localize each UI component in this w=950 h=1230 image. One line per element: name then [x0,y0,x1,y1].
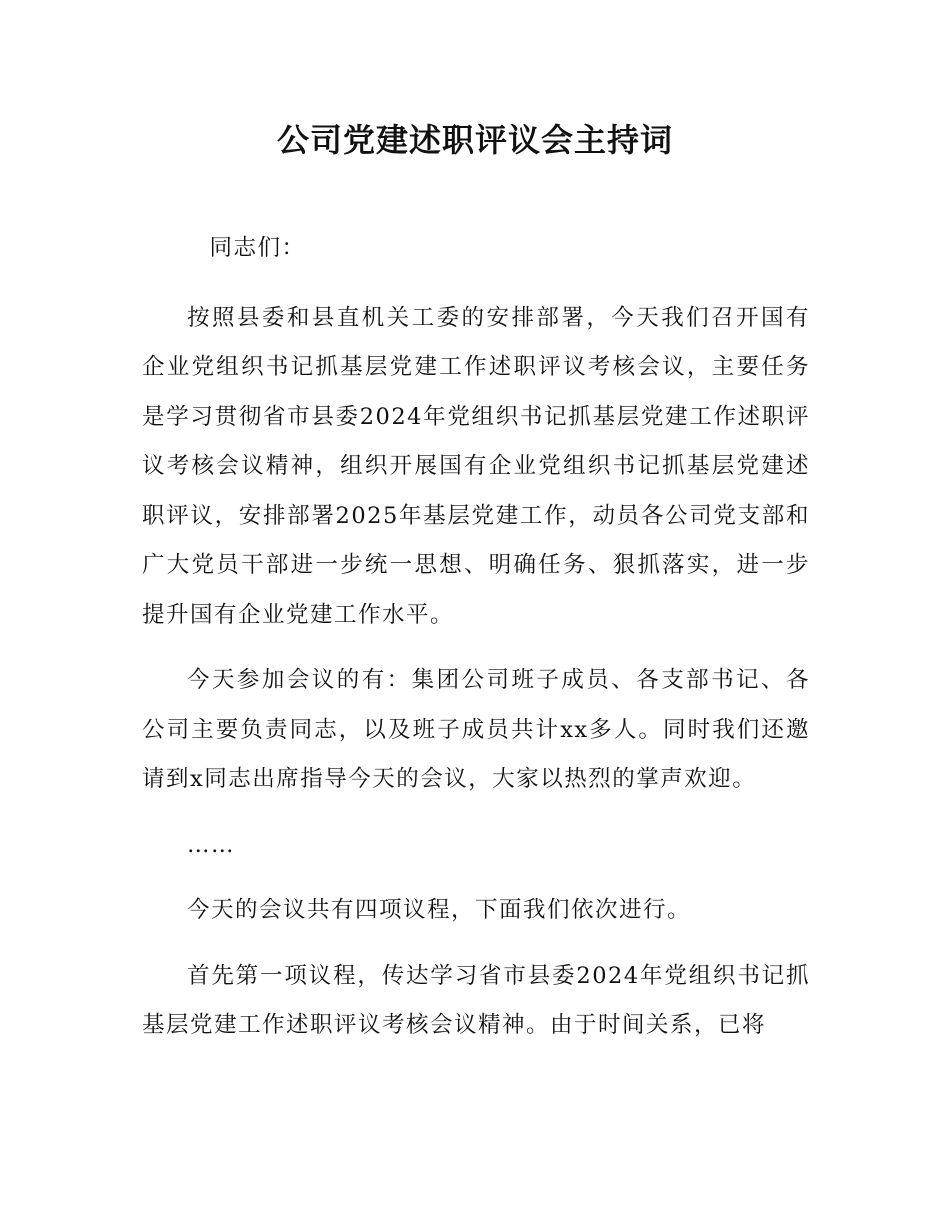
document-title: 公司党建述职评议会主持词 [276,121,673,159]
document-body [142,224,810,1067]
paragraph-ellipsis: …… [187,831,235,858]
paragraph-first-item: 首先第一项议程，传达学习省市县委2024年党组织书记抓基层党建工作述职评议考核会议精神。由于时间关系，已将 [142,962,810,1038]
paragraph-intro: 按照县委和县直机关工委的安排部署，今天我们召开国有企业党组织书记抓基层党建工作述职评议考核会议，主要任务是学习贯彻省市县委2024年党组织书记抓基层党建工作述职评议考核会议精神，组织开展国有企业党组织书记抓基层党建述职评议，安排部署2025年基层党建工作，动员各公司党支部和广大党员干部进一步统一思想、明确任务、狠抓落实，进一步提升国有企业党建工作水平。 [142,304,810,628]
salutation: 同志们： [209,235,306,261]
paragraph-attendees: 今天参加会议的有：集团公司班子成员、各支部书记、各公司主要负责同志，以及班子成员共计xx多人。同时我们还邀请到x同志出席指导今天的会议，大家以热烈的掌声欢迎。 [142,667,810,792]
paragraph-agenda: 今天的会议共有四项议程，下面我们依次进行。 [187,897,692,923]
